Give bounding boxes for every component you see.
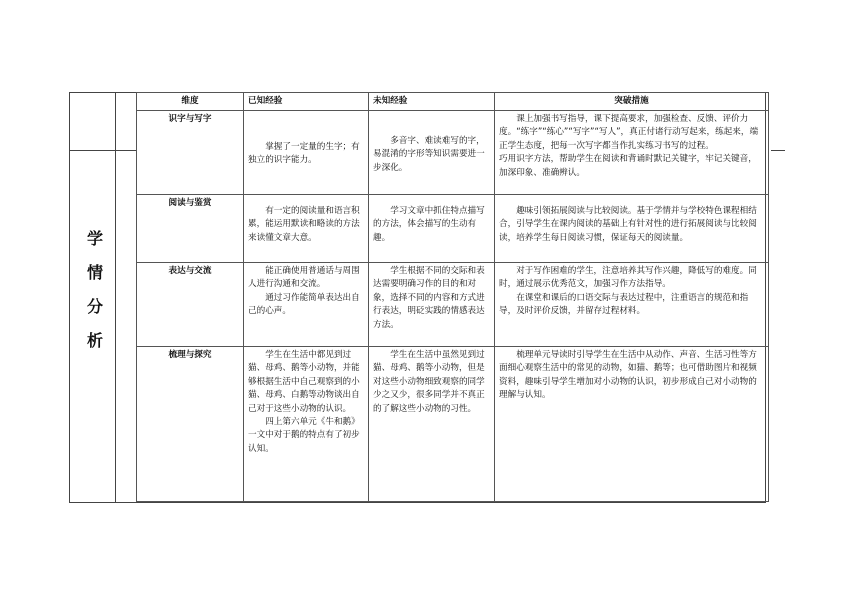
- learning-analysis-table: [136, 92, 769, 502]
- table-header-row: [137, 93, 769, 111]
- row-measures: 趣味引领拓展阅读与比较阅读。基于学情并与学校特色课程相结合，引导学生在课内阅读的基础上有针对性的进行拓展阅读与比较阅读，培养学生每日阅读习惯，保证每天的阅读量。: [495, 195, 769, 263]
- measure-paragraph: 在课堂和课后的口语交际与表达过程中，注重语言的规范和指导，及时评价反馈，并留存过程材料。: [499, 292, 749, 317]
- row-unknown: 学生在生活中虽然见到过猫、母鸡、鹅等小动物，但是对这些小动物细致观察的同学少之又少，很多同学并不真正的了解这些小动物的习性。: [369, 347, 495, 502]
- row-dimension: 阅读与鉴赏: [137, 195, 244, 263]
- measure-paragraph: 课上加强书写指导，课下提高要求，加强检查、反馈、评价力度。“练字”“练心”“写字”“写人”，真正付诸行动写起来，练起来，端正学生态度，把每一次写字都当作扎实练习书写的过程。: [499, 114, 759, 151]
- row-known: 有一定的阅读量和语言积累，能运用默读和略读的方法来读懂文章大意。: [244, 195, 369, 263]
- row-unknown: 学生根据不同的交际和表达需要明确习作的目的和对象，选择不同的内容和方式进行表达，明砭实践的情感表达方法。: [369, 263, 495, 347]
- table-row: [137, 111, 769, 195]
- row-dimension: 梳理与探究: [137, 347, 244, 502]
- row-measures: [495, 111, 769, 195]
- frame-tick-left: [69, 150, 136, 151]
- row-dimension: 表达与交流: [137, 263, 244, 347]
- measure-paragraph: 对于写作困难的学生，注意培养其写作兴趣，降低写的难度。同时，通过展示优秀范文，加强习作方法指导。: [499, 266, 757, 290]
- row-known: [244, 347, 369, 502]
- header-unknown: 未知经验: [369, 93, 495, 111]
- row-measures: 梳理单元导读时引导学生在生活中从动作、声音、生活习性等方面细心观察生活中的常见的动物，如猫、鹅等；也可借助图片和视频资料，趣味引导学生增加对小动物的认识，初步形成自己对小动物的理解与认知。: [495, 347, 769, 502]
- row-known: 掌握了一定量的生字；有独立的识字能力。: [244, 111, 369, 195]
- header-measures: 突破措施: [495, 93, 769, 111]
- known-paragraph: 学生在生活中都见到过猫、母鸡、鹅等小动物，并能够根据生活中自己观察到的小猫、母鸡、白鹅等动物谈出自己对于这些小动物的认识。: [248, 350, 360, 414]
- frame-divider-1: [115, 92, 116, 503]
- row-known: [244, 263, 369, 347]
- header-dimension: 维度: [137, 93, 244, 111]
- known-paragraph: 能正确使用普通话与周围人进行沟通和交流。: [248, 266, 360, 290]
- side-label-char: 析: [86, 331, 103, 350]
- row-unknown: 多音字、难读难写的字，易混淆的字形等知识需要进一步深化。: [369, 111, 495, 195]
- known-paragraph: 四上第六单元《牛和鹅》一文中对于鹅的特点有了初步认知。: [248, 417, 360, 454]
- measure-paragraph: 巧用识字方法，帮助学生在阅读和背诵时默记关键字，牢记关键音，加深印象、准确辨认。: [499, 154, 757, 178]
- known-paragraph: 通过习作能简单表达出自己的心声。: [248, 292, 360, 317]
- table-row: [137, 347, 769, 502]
- side-label-char: 学: [86, 229, 103, 248]
- row-dimension: 识字与写字: [137, 111, 244, 195]
- side-label-xueqingfenxi: [82, 222, 108, 358]
- row-unknown: 学习文章中抓住特点描写的方法，体会描写的生动有趣。: [369, 195, 495, 263]
- table-row: [137, 263, 769, 347]
- side-label-char: 情: [86, 263, 103, 282]
- table-row: [137, 195, 769, 263]
- row-measures: [495, 263, 769, 347]
- side-label-char: 分: [86, 297, 103, 316]
- frame-tick-right: [771, 150, 785, 151]
- header-known: 已知经验: [244, 93, 369, 111]
